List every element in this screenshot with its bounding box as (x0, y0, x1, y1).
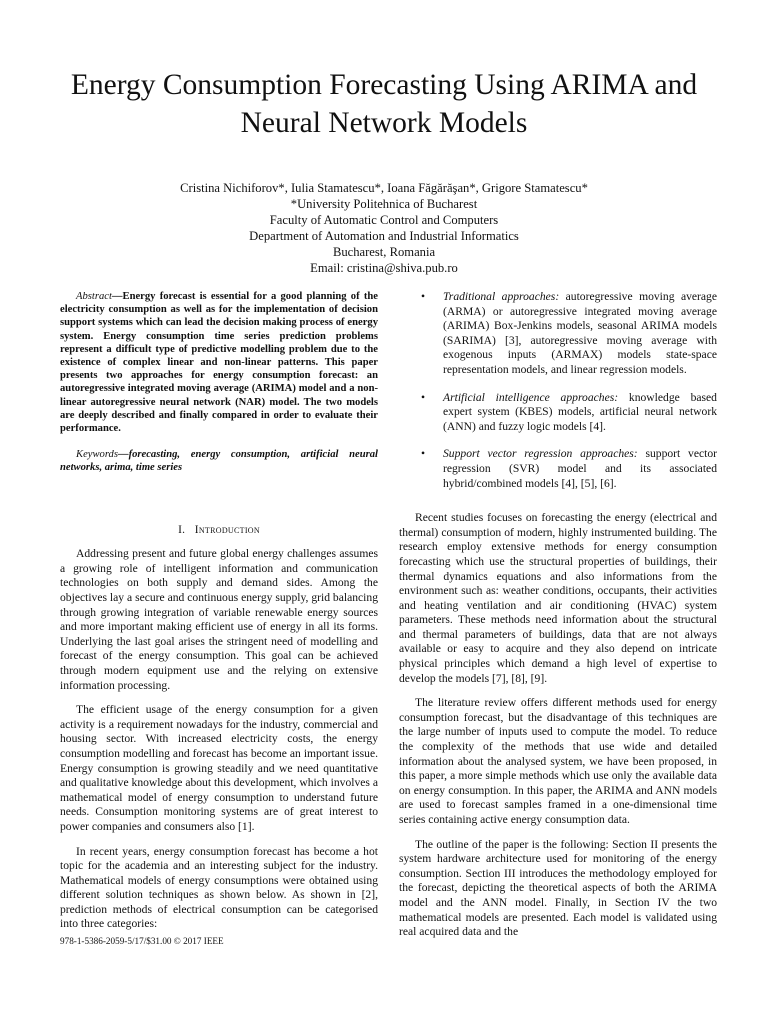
right-paragraph-1: Recent studies focuses on forecasting the energy (electrical and thermal) consumption of modern, highly instrumented building. The research employ extensive methods for energy consumption forecasting which use the structural properties of buildings, their thermal dynamics equations and also informations from the environment such as: weather conditions, occupants, their activities and heating ventilation and air conditioning (HVAC) system parameters. These methods need information about the structural and thermal parameters of buildings, data that are not always available or easy to acquire and they also depend on intricate physical principles which demand a high level of expertise to develop the models [7], [8], [9]. (399, 511, 717, 685)
intro-paragraph-2: The efficient usage of the energy consumption for a given activity is a requirement nowadays for the industry, commercial and housing sector. With increased electricity costs, the energy consumption modelling and forecast has become an important issue. Energy consumption is growing steadily and we need quantitative and qualitative knowledge about this development, which involves a mathematical model of energy consumption to understand future needs. Consumption monitoring systems are of great interest to power companies and consumers also [1]. (60, 703, 378, 833)
method-category-list (399, 290, 717, 491)
section-title: Introduction (194, 523, 260, 536)
affiliation-university: *University Politehnica of Bucharest (290, 197, 478, 211)
bullet-dot: • (421, 447, 426, 461)
list-item-traditional (399, 290, 717, 378)
abstract-lead: Abstract (76, 291, 112, 302)
bullet-label: Traditional approaches: (443, 290, 560, 303)
section-heading-introduction (60, 523, 378, 538)
affiliation-faculty: Faculty of Automatic Control and Computers (269, 213, 499, 227)
abstract-text: —Energy forecast is essential for a good planning of the electricity consumption as well as for the implementation of decision support systems which can lead the decision making process of energy system. Energy consumption time series prediction problems represent a difficult type of predictive modelling problem due to the existence of complex linear and non-linear patterns. This paper presents two approaches for energy consumption forecast: an autoregressive integrated moving average (ARIMA) model and a non-linear autoregressive neural network (NAR) model. The two models are deeply described and finally compared in order to evaluate their performance. (60, 291, 378, 435)
intro-paragraph-1: Addressing present and future global energy challenges assumes a growing role of intelligent information and communication technologies on both supply and demand sides. Among the objectives lay a secure and continuous energy supply, grid balancing through growing integration of variable renewable energy sources and more important making efficient use of energy in all its forms. Underlying the last goal arises the stringent need of modelling and forecast of the energy consumption. This goal can be achieved through modern equipment use and the relying on extensive information processing. (60, 547, 378, 692)
list-item-artificial-intelligence (399, 391, 717, 435)
right-paragraph-2: The literature review offers different methods used for energy consumption forecast, but the disadvantage of this techniques are the large number of inputs used to compute the model. To reduce the complexity of the methods that use wide and detailed information about the analysed system, we have been proposed, in this paper, a more simple methods which use only the available data on energy consumption. In this paper, the ARIMA and ANN models are used to forecast samples framed in a one-dimensional time series containing active energy consumption data. (399, 696, 717, 826)
bullet-text: knowledge based expert system (KBES) models, artificial neural network (ANN) and fuzzy logic models [4]. (443, 390, 717, 433)
bullet-text: support vector regression (SVR) model and its associated hybrid/combined models [4], [5], [6]. (443, 447, 717, 490)
keywords-lead: Keywords (76, 449, 118, 461)
bullet-label: Support vector regression approaches: (443, 447, 638, 461)
left-column (60, 290, 378, 942)
title-line-2: Neural Network Models (240, 107, 528, 139)
author-email: Email: cristina@shiva.pub.ro (310, 261, 458, 275)
right-paragraph-3: The outline of the paper is the following: Section II presents the system hardware architecture used for monitoring of the energy consumption. Section III introduces the methodology employed for the forecast, depicting the theoretical aspects of both the ARIMA model and the ANN model. Finally, in Section IV the two mathematical models are presented. Each model is validated using real acquired data and the (399, 837, 717, 939)
affiliation-location: Bucharest, Romania (332, 245, 436, 259)
list-item-support-vector (399, 447, 717, 491)
right-column (399, 290, 717, 950)
section-number: I. (178, 523, 186, 536)
keywords (60, 448, 378, 474)
title-line-1: Energy Consumption Forecasting Using ARIMA and (70, 69, 698, 101)
paper-title (40, 66, 728, 142)
bullet-dot: • (421, 290, 426, 303)
bullet-dot: • (421, 390, 426, 404)
bullet-label: Artificial intelligence approaches: (443, 390, 619, 404)
author-block (40, 180, 728, 276)
author-names: Cristina Nichiforov*, Iulia Stamatescu*, Ioana Făgărăşan*, Grigore Stamatescu* (180, 181, 588, 195)
intro-paragraph-3: In recent years, energy consumption forecast has become a hot topic for the academia and an interesting subject for the industry. Mathematical models of energy consumptions were obtained using different solution techniques as shown below. As shown in [2], prediction methods of electrical consumption can be categorised into three categories: (60, 844, 378, 931)
bullet-text: autoregressive moving average (ARMA) or autoregressive integrated moving average (ARIMA) Box-Jenkins models, seasonal ARIMA models (SARIMA) [3], autoregressive moving average with exogenous inputs (ARMAX) models state-space representation models, and linear regression models. (443, 290, 717, 376)
abstract (60, 290, 378, 435)
keywords-text: —forecasting, energy consumption, artificial neural networks, arima, time series (60, 449, 378, 474)
copyright-footer: 978-1-5386-2059-5/17/$31.00 © 2017 IEEE (60, 936, 224, 946)
affiliation-department: Department of Automation and Industrial Informatics (249, 229, 519, 243)
